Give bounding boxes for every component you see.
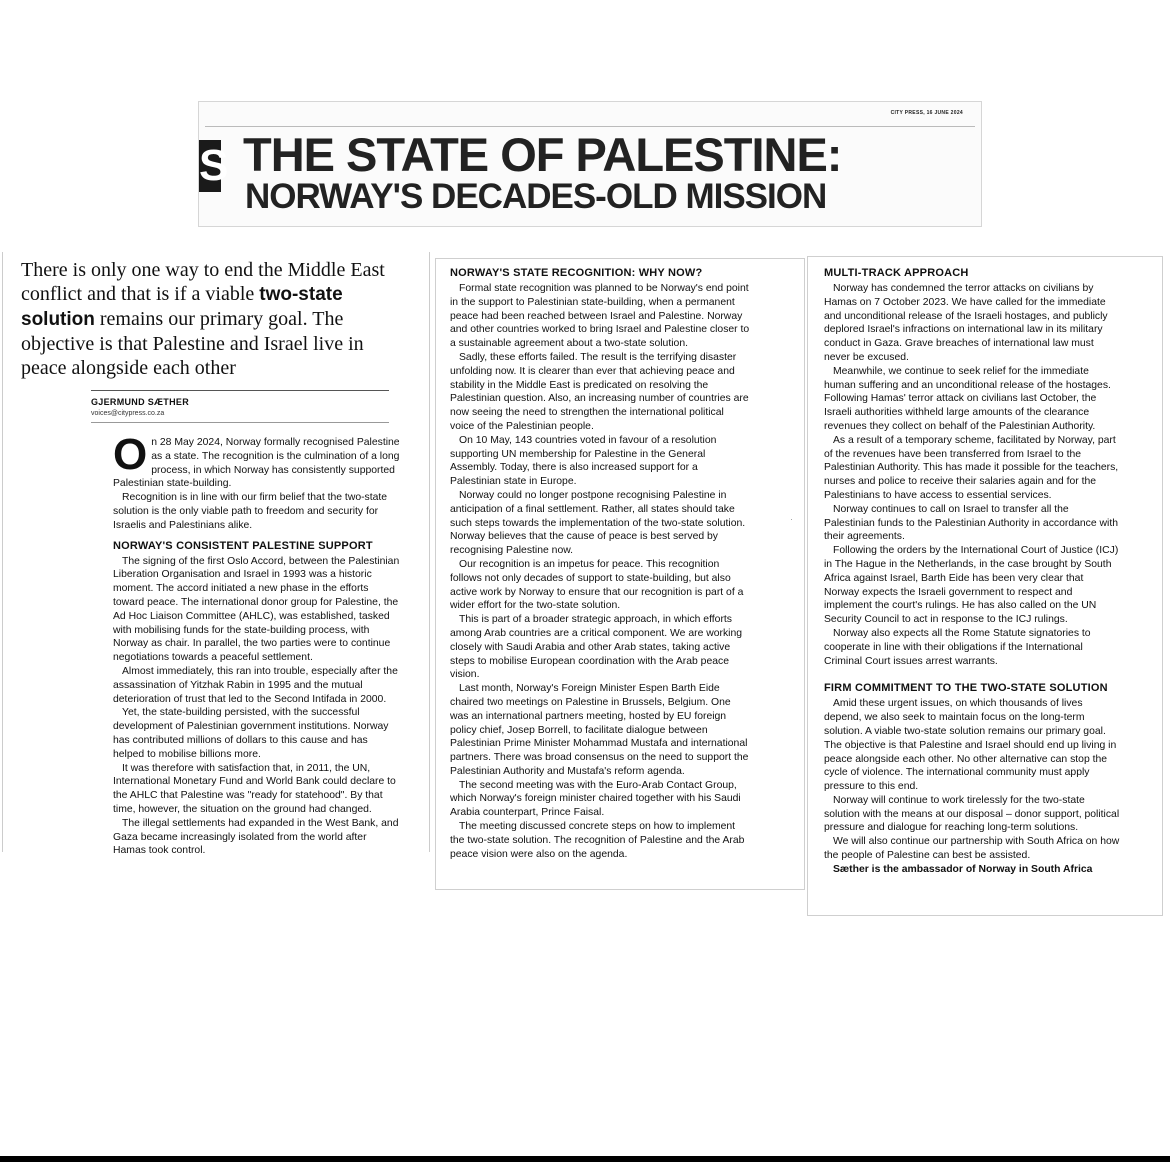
column-2-body — [450, 267, 750, 861]
paragraph: The signing of the first Oslo Accord, between the Palestinian Liberation Organisation and Israel in 1993 was a historic moment. The accord initiated a new phase in the efforts toward peace. The international donor group for Palestine, the Ad Hoc Liaison Committee (AHLC), was established, tasked with mobilising funds for the state-building process, with Norway as chair. In parallel, the two parties were to continue negotiations towards a peaceful settlement. — [113, 555, 400, 664]
column-3-body — [824, 267, 1120, 877]
paragraph: The meeting discussed concrete steps on how to implement the two-state solution. The recognition of Palestine and the Arab peace vision were also on the agenda. — [450, 821, 745, 860]
paragraph: Amid these urgent issues, on which thousands of lives depend, we also seek to maintain focus on the long-term solution. A viable two-state solution remains our primary goal. The objective is that Palestine and Israel should end up living in peace alongside each other. No other alternative can stop the cycle of violence. The international community must apply pressure to this end. — [824, 698, 1117, 793]
paragraph: The second meeting was with the Euro-Arab Contact Group, which Norway's foreign minister chaired together with his Saudi Arabia counterpart, Prince Faisal. — [450, 779, 741, 819]
paragraph: Norway continues to call on Israel to transfer all the Palestinian funds to the Palestinian Authority in accordance with their agreements. — [824, 503, 1119, 543]
intro-paragraph-1 — [113, 430, 401, 491]
paragraph: On 10 May, 143 countries voted in favour of a resolution supporting UN membership for Palestine in the General Assembly. Today, there is also increased support for a Palestinian state in Europe. — [450, 434, 717, 488]
paragraph: Meanwhile, we continue to seek relief for the immediate human suffering and an unconditional release of the hostages. Following Hamas' terror attack on civilians last October, the Israeli authorities withheld large amounts of the clearance revenues they collect on behalf of the Palestinian Authority. — [824, 365, 1111, 432]
byline-rule-bottom — [91, 422, 389, 423]
bottom-border — [0, 1156, 1170, 1162]
paragraph: Norway also expects all the Rome Statute signatories to cooperate in line with their obligations if the International Criminal Court issues arrest warrants. — [824, 627, 1091, 667]
headline-line-1: THE STATE OF PALESTINE: — [243, 128, 842, 181]
section-heading-why-now: NORWAY'S STATE RECOGNITION: WHY NOW? — [450, 267, 703, 279]
byline-author: GJERMUND SÆTHER — [91, 397, 190, 407]
paragraph: Norway will continue to work tirelessly for the two-state solution with the means at our disposal – donor support, political pressure and dialogue for reaching long-term solutions. — [824, 794, 1120, 834]
paragraph: Norway could no longer postpone recognising Palestine in anticipation of a final settlement. Rather, all states should take such steps towards the implementation of the two-state solution. Norway believes that the cause of peace is best served by recognising Palestine now. — [450, 489, 746, 557]
paragraph: Formal state recognition was planned to be Norway's end point in the support to Palestinian state-building, when a permanent peace had been reached between Israel and Palestine. Norway and other countries worked to bring Israel and Palestine closer to a sustainable agreement about a two-state solution. — [450, 283, 750, 350]
paragraph: It was therefore with satisfaction that, in 2011, the UN, International Monetary Fund and World Bank could declare to the AHLC that Palestine was "ready for statehood". By that time, however, the situation on the ground had changed. — [113, 762, 396, 815]
paragraph: This is part of a broader strategic approach, in which efforts among Arab countries are a critical component. We are working closely with Saudi Arabia and other Arab states, taking active steps to mobilise European coordination with the Arab peace vision. — [450, 614, 743, 681]
article-column-3 — [807, 256, 1163, 916]
intro-paragraph-1-text: n 28 May 2024, Norway formally recognised Palestine as a state. The recognition is the culmination of a long process, in which Norway has consistently supported Palestinian state-building. — [113, 437, 400, 490]
pull-quote-emphasis: two-state solution — [21, 284, 343, 330]
masthead-rule — [205, 126, 975, 127]
paragraph: Sadly, these efforts failed. The result is the terrifying disaster unfolding now. It is clearer than ever that achieving peace and stability in the Middle East is predicated on resolving the Palestinian question. Also, an increasing number of countries are now seeing the need to strengthen the international political voice of the Palestinian people. — [450, 351, 749, 432]
section-heading-firm-commitment: FIRM COMMITMENT TO THE TWO-STATE SOLUTION — [824, 682, 1108, 695]
byline-rule-top — [91, 390, 389, 391]
headline-clipping — [198, 101, 982, 227]
paragraph: Almost immediately, this ran into trouble, especially after the assassination of Yitzhak Rabin in 1995 and the mutual deterioration of trust that led to the Second Intifada in 2000. — [113, 665, 398, 705]
article-column-1 — [2, 252, 430, 857]
paragraph: Last month, Norway's Foreign Minister Espen Barth Eide chaired two meetings on Palestine in Brussels, Belgium. One was an international partners meeting, hosted by EU foreign policy chief, Josep Borrell, to facilitate dialogue between Palestinian Prime Minister Mohammad Mustafa and international partners. There was broad consensus on the need to support the Palestinian Authority and Mustafa's reform agenda. — [450, 683, 749, 777]
column-1-body — [113, 430, 401, 858]
page-title — [243, 128, 842, 216]
paragraph: Our recognition is an impetus for peace. This recognition follows not only decades of support to state-building, but also active work by Norway to ensure that our recognition is part of a wider effort for the two-state solution. — [450, 558, 744, 612]
paragraph: Yet, the state-building persisted, with the successful development of Palestinian government institutions. Norway has contributed millions of dollars to this cause and has helped to mobilise billions more. — [113, 707, 389, 760]
intro-paragraph-2: Recognition is in line with our firm belief that the two-state solution is the only viable path to freedom and security for Israelis and Palestinians alike. — [113, 492, 388, 531]
headline-line-2: NORWAY'S DECADES-OLD MISSION — [245, 177, 827, 216]
paragraph: We will also continue our partnership with South Africa on how the people of Palestine can best be assisted. — [824, 836, 1120, 862]
author-signoff: Sæther is the ambassador of Norway in South Africa — [833, 863, 1093, 875]
cut-off-letter: S — [199, 141, 229, 190]
article-column-2 — [435, 258, 805, 890]
byline-email: voices@citypress.co.za — [91, 410, 165, 417]
pull-quote — [21, 258, 411, 380]
paragraph: Norway has condemned the terror attacks on civilians by Hamas on 7 October 2023. We have called for the immediate and unconditional release of the Israeli hostages, and publicly deplored Israel's infractions on international law in its military conduct in Gaza. Grave breaches of international law must never be excused. — [824, 283, 1108, 363]
section-heading-consistent-support: NORWAY'S CONSISTENT PALESTINE SUPPORT — [113, 539, 373, 552]
paragraph: The illegal settlements had expanded in the West Bank, and Gaza became increasingly isolated from the world after Hamas took control. — [113, 817, 399, 857]
pull-quote-start: There is only one way to end the Middle East conflict and that is if a viable — [21, 259, 385, 305]
section-heading-multi-track: MULTI-TRACK APPROACH — [824, 267, 969, 279]
pull-quote-end: remains our primary goal. The objective is that Palestine and Israel live in peace alongside each other — [21, 308, 364, 379]
scan-mark: · — [790, 514, 793, 524]
masthead-date: CITY PRESS, 16 JUNE 2024 — [890, 110, 963, 116]
paragraph: Following the orders by the International Court of Justice (ICJ) in The Hague in the Netherlands, in the case brought by South Africa against Israel, Barth Eide has been very clear that Norway expects the Israeli government to respect and implement the court's rulings. He has also called on the UN Security Council to act in response to the ICJ rulings. — [824, 545, 1119, 626]
drop-cap: O — [113, 430, 148, 479]
paragraph: As a result of a temporary scheme, facilitated by Norway, part of the revenues have been transferred from Israel to the Palestinian Authority. This has made it possible for the teachers, nurses and police to receive their salaries again and for the Palestinians to have access to essential services. — [824, 434, 1119, 501]
